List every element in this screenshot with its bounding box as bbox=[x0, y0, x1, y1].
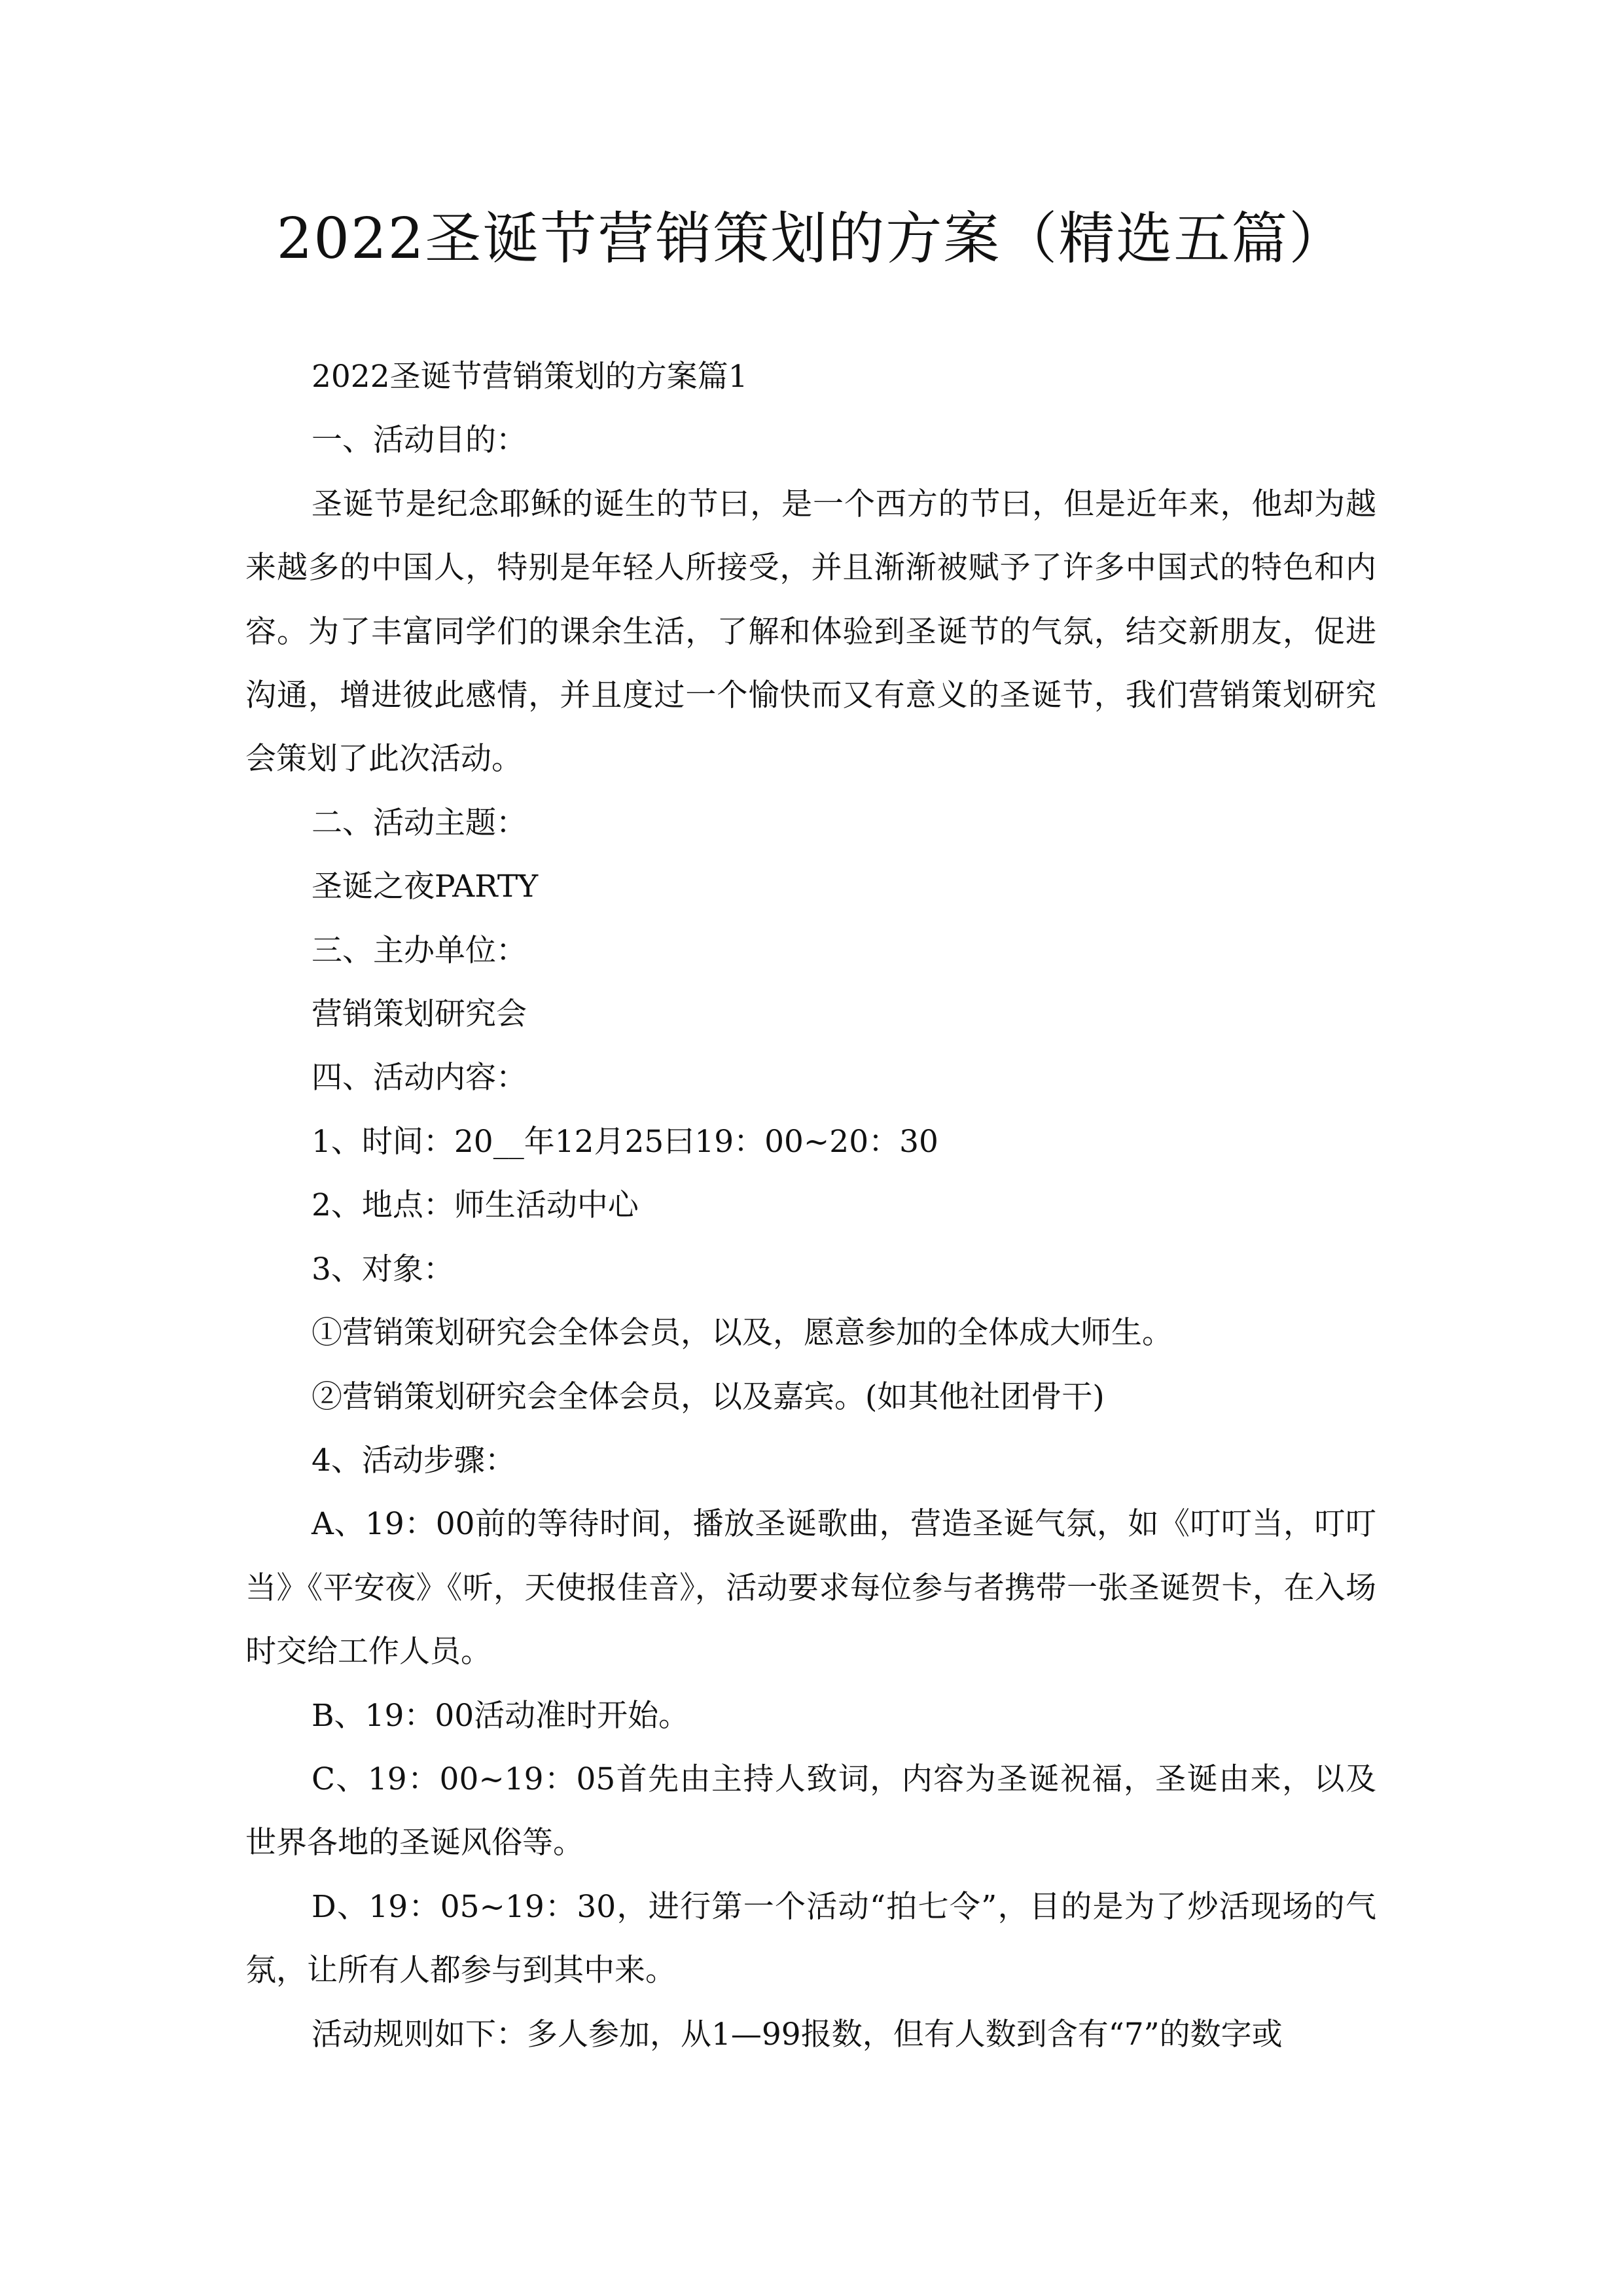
paragraph-organizer-text: 营销策划研究会 bbox=[312, 996, 527, 1033]
paragraph-rules: 活动规则如下：多人参加，从1—99报数，但有人数到含有“7”的数字或 bbox=[312, 2016, 1283, 2053]
paragraph-audience-2: ②营销策划研究会全体会员，以及嘉宾。(如其他社团骨干) bbox=[312, 1378, 1105, 1415]
document-title: 2022圣诞节营销策划的方案（精选五篇） bbox=[276, 206, 1347, 272]
paragraph-step-c: C、19：00~19：05首先由主持人致词，内容为圣诞祝福，圣诞由来，以及世界各地的圣诞风俗等。 bbox=[245, 1761, 1376, 1861]
paragraph-audience-1: ①营销策划研究会全体会员，以及，愿意参加的全体成大师生。 bbox=[312, 1315, 1173, 1352]
paragraph-step-a: A、19：00前的等待时间，播放圣诞歌曲，营造圣诞气氛，如《叮叮当，叮叮当》《平安夜》《听，天使报佳音》，活动要求每位参与者携带一张圣诞贺卡，在入场时交给工作人员。 bbox=[245, 1506, 1376, 1670]
paragraph-theme-text: 圣诞之夜PARTY bbox=[312, 869, 539, 905]
paragraph-section-heading: 2022圣诞节营销策划的方案篇1 bbox=[312, 359, 748, 395]
paragraph-heading-theme: 二、活动主题： bbox=[312, 804, 527, 841]
paragraph-heading-purpose: 一、活动目的： bbox=[312, 422, 527, 459]
paragraph-location: 2、地点：师生活动中心 bbox=[312, 1187, 639, 1224]
paragraph-step-d: D、19：05~19：30，进行第一个活动“拍七令”，目的是为了炒活现场的气氛，让所有人都参与到其中来。 bbox=[245, 1888, 1376, 1989]
document-body bbox=[245, 345, 1376, 2066]
paragraph-time: 1、时间：20__年12月25曰19：00~20：30 bbox=[312, 1123, 938, 1160]
paragraph-heading-content: 四、活动内容： bbox=[312, 1060, 527, 1096]
paragraph-audience: 3、对象： bbox=[312, 1251, 454, 1287]
paragraph-purpose-text: 圣诞节是纪念耶稣的诞生的节曰，是一个西方的节曰，但是近年来，他却为越来越多的中国人，特别是年轻人所接受，并且渐渐被赋予了许多中国式的特色和内容。为了丰富同学们的课余生活，了解和体验到圣诞节的气氛，结交新朋友，促进沟通，增进彼此感情，并且度过一个愉快而又有意义的圣诞节，我们营销策划研究会策划了此次活动。 bbox=[245, 486, 1376, 778]
paragraph-step-b: B、19：00活动准时开始。 bbox=[312, 1697, 690, 1734]
paragraph-heading-organizer: 三、主办单位： bbox=[312, 932, 527, 969]
paragraph-steps: 4、活动步骤： bbox=[312, 1442, 516, 1479]
